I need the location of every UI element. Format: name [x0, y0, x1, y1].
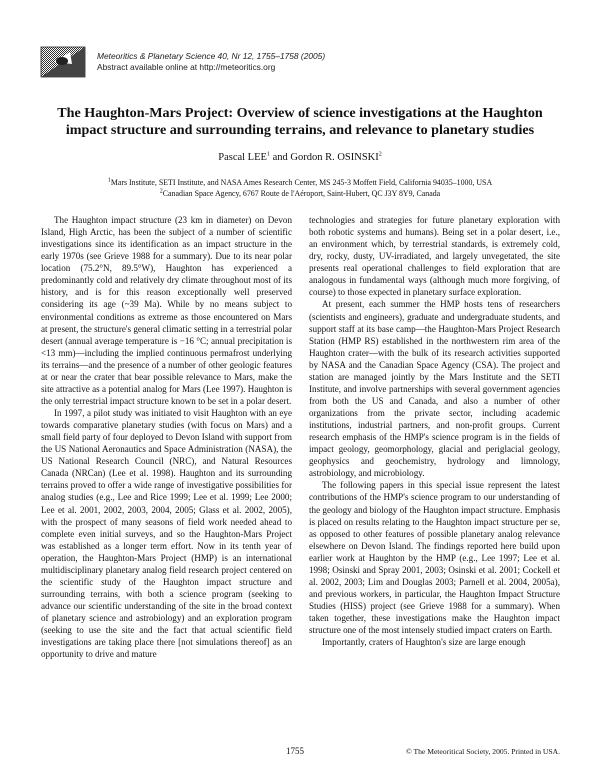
paragraph: At present, each summer the HMP hosts tens of researchers (scientists and engineers), graduate and undergraduate students, and support staff at its base camp—the Haughton-Mars Project Research Station (HMP RS) established in the northwestern rim area of the Haughton crater—with the bulk of its research activities supported by NASA and the Canadian Space Agency (CSA). The project and station are managed jointly by the Mars Institute and the SETI Institute, and involve partnerships with several government agencies from both the US and Canada, and also a number of other organizations from the private sector, including academic institutions, industrial partners, and non-profit groups. Current research emphasis of the HMP's science program is in the fields of impact geology, geomorphology, glacial and periglacial geology, geophysics and geochemistry, hydrology and limnology, astrobiology, and microbiology.	[309, 299, 560, 479]
author-1-sup: 1	[266, 151, 270, 158]
journal-citation: Meteoritics & Planetary Science 40, Nr 12, 1755–1758 (2005)	[97, 51, 326, 61]
page-number: 1755	[286, 746, 304, 756]
left-column	[41, 214, 292, 660]
author-1: Pascal LEE	[218, 152, 267, 163]
author-2: Gordon R. OSINSKI	[290, 152, 379, 163]
availability-note: Abstract available online at http://meteoritics.org	[97, 62, 276, 72]
right-column	[309, 214, 560, 648]
affiliation-2: $^2$Canadian Space Agency, 6767 Route de l'Aéroport, Saint-Hubert, QC J3Y 8Y9, Canada	[159, 188, 441, 198]
article-title	[40, 105, 560, 139]
author-2-sup: 2	[378, 151, 382, 158]
paragraph: The following papers in this special issue represent the latest contributions of the HMP's science program to our understanding of the geology and biology of the Haughton impact structure. Emphasis is placed on results relating to the Haughton impact structure per se, as opposed to other features of possible planetary analog relevance elsewhere on Devon Island. The findings reported here build upon earlier work at Haughton by the HMP (e.g., Lee 1997; Lee et al. 1998; Osinski and Spray 2001, 2003; Osinski et al. 2001; Cockell et al. 2002, 2003; Lim and Douglas 2003; Parnell et al. 2004, 2005a), and previous workers, in particular, the Haughton Impact Structure Studies (HISS) project (see Grieve 1988 for a summary). When taken together, these investigations make the Haughton impact structure one of the most intensely studied impact craters on Earth.	[309, 480, 560, 636]
paragraph: The Haughton impact structure (23 km in diameter) on Devon Island, High Arctic, has been the subject of a number of scientific investigations since its identification as an impact structure in the early 1970s (see Grieve 1988 for a summary). Due to its near polar location (75.2°N, 89.5°W), Haughton has experienced a predominantly cold and relatively dry climate throughout most of its history, and is for this reason exceptionally well preserved considering its age (~39 Ma). While by no means subject to environmental conditions as extreme as those encountered on Mars at present, the structure's general climatic setting in a terrestrial polar desert (annual average temperature is −16 °C; annual precipitation is <13 mm)—including the implied continuous permafrost underlying its terrains—and the presence of a number of other geologic features at or near the crater that bear possible relevance to Mars, make the site attractive as a potential analog for Mars (Lee 1997). Haughton is the only terrestrial impact structure known to be set in a polar desert.	[41, 215, 292, 406]
paragraph: technologies and strategies for future planetary exploration with both robotic systems and humans). Being set in a polar desert, i.e., an environment which, by terrestrial standards, is extremely cold, dry, rocky, dusty, UV-irradiated, and largely unvegetated, the site presents real operational challenges to field exploration that are analogous in fundamental ways (although much more forgiving, of course) to those expected in planetary surface exploration.	[309, 215, 560, 298]
author-conjunction: and	[269, 152, 291, 163]
title-line-1: The Haughton-Mars Project: Overview of science investigations at the Haughton	[57, 105, 543, 121]
paragraph: In 1997, a pilot study was initiated to visit Haughton with an eye towards comparative planetary studies (with focus on Mars) and a small field party of four deployed to Devon Island with support from the US National Aeronautics and Space Administration (NASA), the US National Research Council (NRC), and Natural Resources Canada (NRCan) (Lee et al. 1998). Haughton and its surrounding terrains proved to offer a wide range of investigative possibilities for analog studies (e.g., Lee and Rice 1999; Lee et al. 1999; Lee 2000; Lee et al. 2001, 2002, 2003, 2004, 2005; Glass et al. 2002, 2005), with the prospect of many seasons of field work needed ahead to complete even initial surveys, and so the Haughton-Mars Project was established as a longer term effort. Now in its tenth year of operation, the Haughton-Mars Project (HMP) is an international multidisciplinary planetary analog field research project centered on the scientific study of the Haughton impact structure and surrounding terrains, with both a science program (seeking to advance our scientific understanding of the site in the broad context of planetary science and astrobiology) and an exploration program (seeking to use the site and the fact that actual scientific field investigations are taking place there [not simulations thereof] as an opportunity to drive and mature	[41, 408, 292, 660]
copyright-notice: © The Meteoritical Society, 2005. Printed in USA.	[405, 747, 560, 756]
author-list	[40, 152, 560, 163]
meteoritics-logo-icon	[40, 44, 86, 78]
paragraph: Importantly, craters of Haughton's size are large enough	[322, 637, 526, 648]
title-line-2: impact structure and surrounding terrains, and relevance to planetary studies	[65, 122, 535, 138]
affiliation-1: $^1$Mars Institute, SETI Institute, and NASA Ames Research Center, MS 245-3 Moffett Field, California 94035–1000, USA	[107, 177, 493, 187]
